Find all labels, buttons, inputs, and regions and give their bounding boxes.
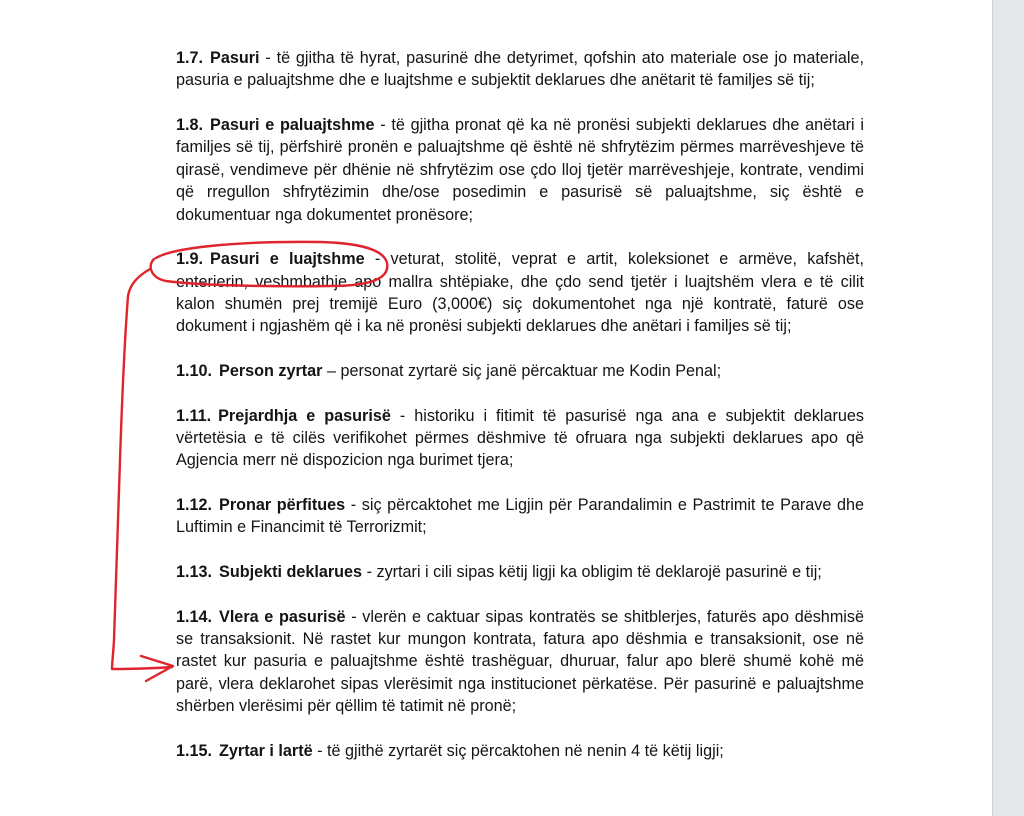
definition-number: 1.14. bbox=[176, 607, 213, 626]
definition-term: Vlera e pasurisë bbox=[219, 607, 346, 626]
definition-term: Zyrtar i lartë bbox=[219, 741, 313, 760]
definition-number: 1.11. bbox=[176, 406, 212, 425]
definition-number: 1.9. bbox=[176, 250, 204, 269]
definition-number: 1.7. bbox=[176, 49, 204, 67]
definition-term: Person zyrtar bbox=[219, 362, 323, 381]
definition-1-11 bbox=[176, 405, 864, 472]
definition-number: 1.15. bbox=[176, 741, 213, 760]
definition-text: zyrtari i cili sipas këtij ligji ka obligim të deklarojë pasurinë e tij; bbox=[376, 563, 822, 582]
definition-separator: - bbox=[345, 496, 362, 515]
definition-text: veturat, stolitë, veprat e artit, koleksionet e armëve, kafshët, enterierin, veshmbathje apo mallra shtëpiake, dhe çdo send tjetër i luajtshëm vlera e të cilit kalon shumën prej tremijë Euro (3,000€) siç dokumentohet nga një kontratë, faturë ose dokument i ngjashëm që i ka në pronësi subjekti deklarues dhe anëtari i familjes së tij; bbox=[176, 250, 864, 336]
definition-separator: - bbox=[390, 406, 415, 425]
definition-text: të gjitha pronat që ka në pronësi subjekti deklarues dhe anëtari i familjes së tij, përfshirë pronën e paluajtshme që është në shfrytëzim përmes marrëveshjeve të qirasë, vendimeve për dhënie në shfrytëzim ose çdo lloj tjetër marrëveshjeje, kontrate, vendimi që rregullon shfrytëzimin dhe/ose posedimin e pasurisë së paluajtshme, siç është e dokumentuar nga dokumentet pronësore; bbox=[176, 116, 864, 224]
definition-term: Subjekti deklarues bbox=[219, 563, 363, 582]
definition-text: vlerën e caktuar sipas kontratës se shitblerjes, faturës apo dëshmisë se transaksionit. Në rastet kur mungon kontrata, fatura apo dëshmia e transaksionit, ose në rastet kur pasuria e paluajtshme është trashëguar, dhuruar, falur apo blerë shumë kohë më parë, vlera deklarohet sipas vlerësimit nga institucionet përkatëse. Për pasurinë e paluajtshme shërben vlerësimi për qëllim të tatimit në pronë; bbox=[176, 607, 864, 716]
definition-text: siç përcaktohet me Ligjin për Parandalimin e Pastrimit te Parave dhe Luftimin e Financimit të Terrorizmit; bbox=[176, 496, 864, 537]
definitions-list bbox=[176, 47, 864, 784]
definition-term: Pasuri e luajtshme bbox=[210, 250, 365, 269]
definition-text: historiku i fitimit të pasurisë nga ana e subjektit deklarues vërtetësia e të cilës verifikohet përmes dëshmive të ofruara nga subjekti deklarues apo që Agjencia merr në dispozicion nga burimet tjera; bbox=[176, 406, 865, 470]
definition-number: 1.10. bbox=[176, 362, 213, 381]
definition-term: Pasuri e paluajtshme bbox=[210, 116, 375, 134]
definition-separator: - bbox=[362, 563, 377, 582]
definition-separator: - bbox=[374, 116, 392, 134]
definition-text: të gjitha të hyrat, pasurinë dhe detyrimet, qofshin ato materiale ose jo materiale, pasuria e paluajtshme dhe e luajtshme e subjektit deklarues dhe anëtarit të familjes së tij; bbox=[176, 49, 864, 90]
definition-number: 1.13. bbox=[176, 563, 213, 582]
definition-separator: - bbox=[259, 49, 277, 67]
definition-1-10 bbox=[176, 360, 864, 382]
definition-term: Prejardhja e pasurisë bbox=[218, 406, 391, 425]
definition-1-13 bbox=[176, 561, 864, 583]
definition-1-12 bbox=[176, 494, 864, 539]
definition-separator: - bbox=[364, 250, 391, 269]
definition-1-9 bbox=[176, 248, 864, 338]
definition-text: të gjithë zyrtarët siç përcaktohen në nenin 4 të këtij ligji; bbox=[326, 741, 724, 760]
definition-number: 1.12. bbox=[176, 496, 213, 515]
definition-separator: – bbox=[322, 362, 341, 381]
definition-1-8 bbox=[176, 114, 864, 226]
definition-term: Pasuri bbox=[210, 49, 260, 67]
definition-text: personat zyrtarë siç janë përcaktuar me Kodin Penal; bbox=[340, 362, 722, 381]
definition-number: 1.8. bbox=[176, 116, 204, 134]
definition-1-7 bbox=[176, 47, 864, 92]
definition-term: Pronar përfitues bbox=[219, 496, 346, 515]
definition-1-14 bbox=[176, 606, 864, 718]
definition-separator: - bbox=[345, 607, 363, 626]
definition-separator: - bbox=[312, 741, 327, 760]
definition-1-15 bbox=[176, 740, 864, 762]
scrollbar-track[interactable] bbox=[993, 0, 1024, 816]
